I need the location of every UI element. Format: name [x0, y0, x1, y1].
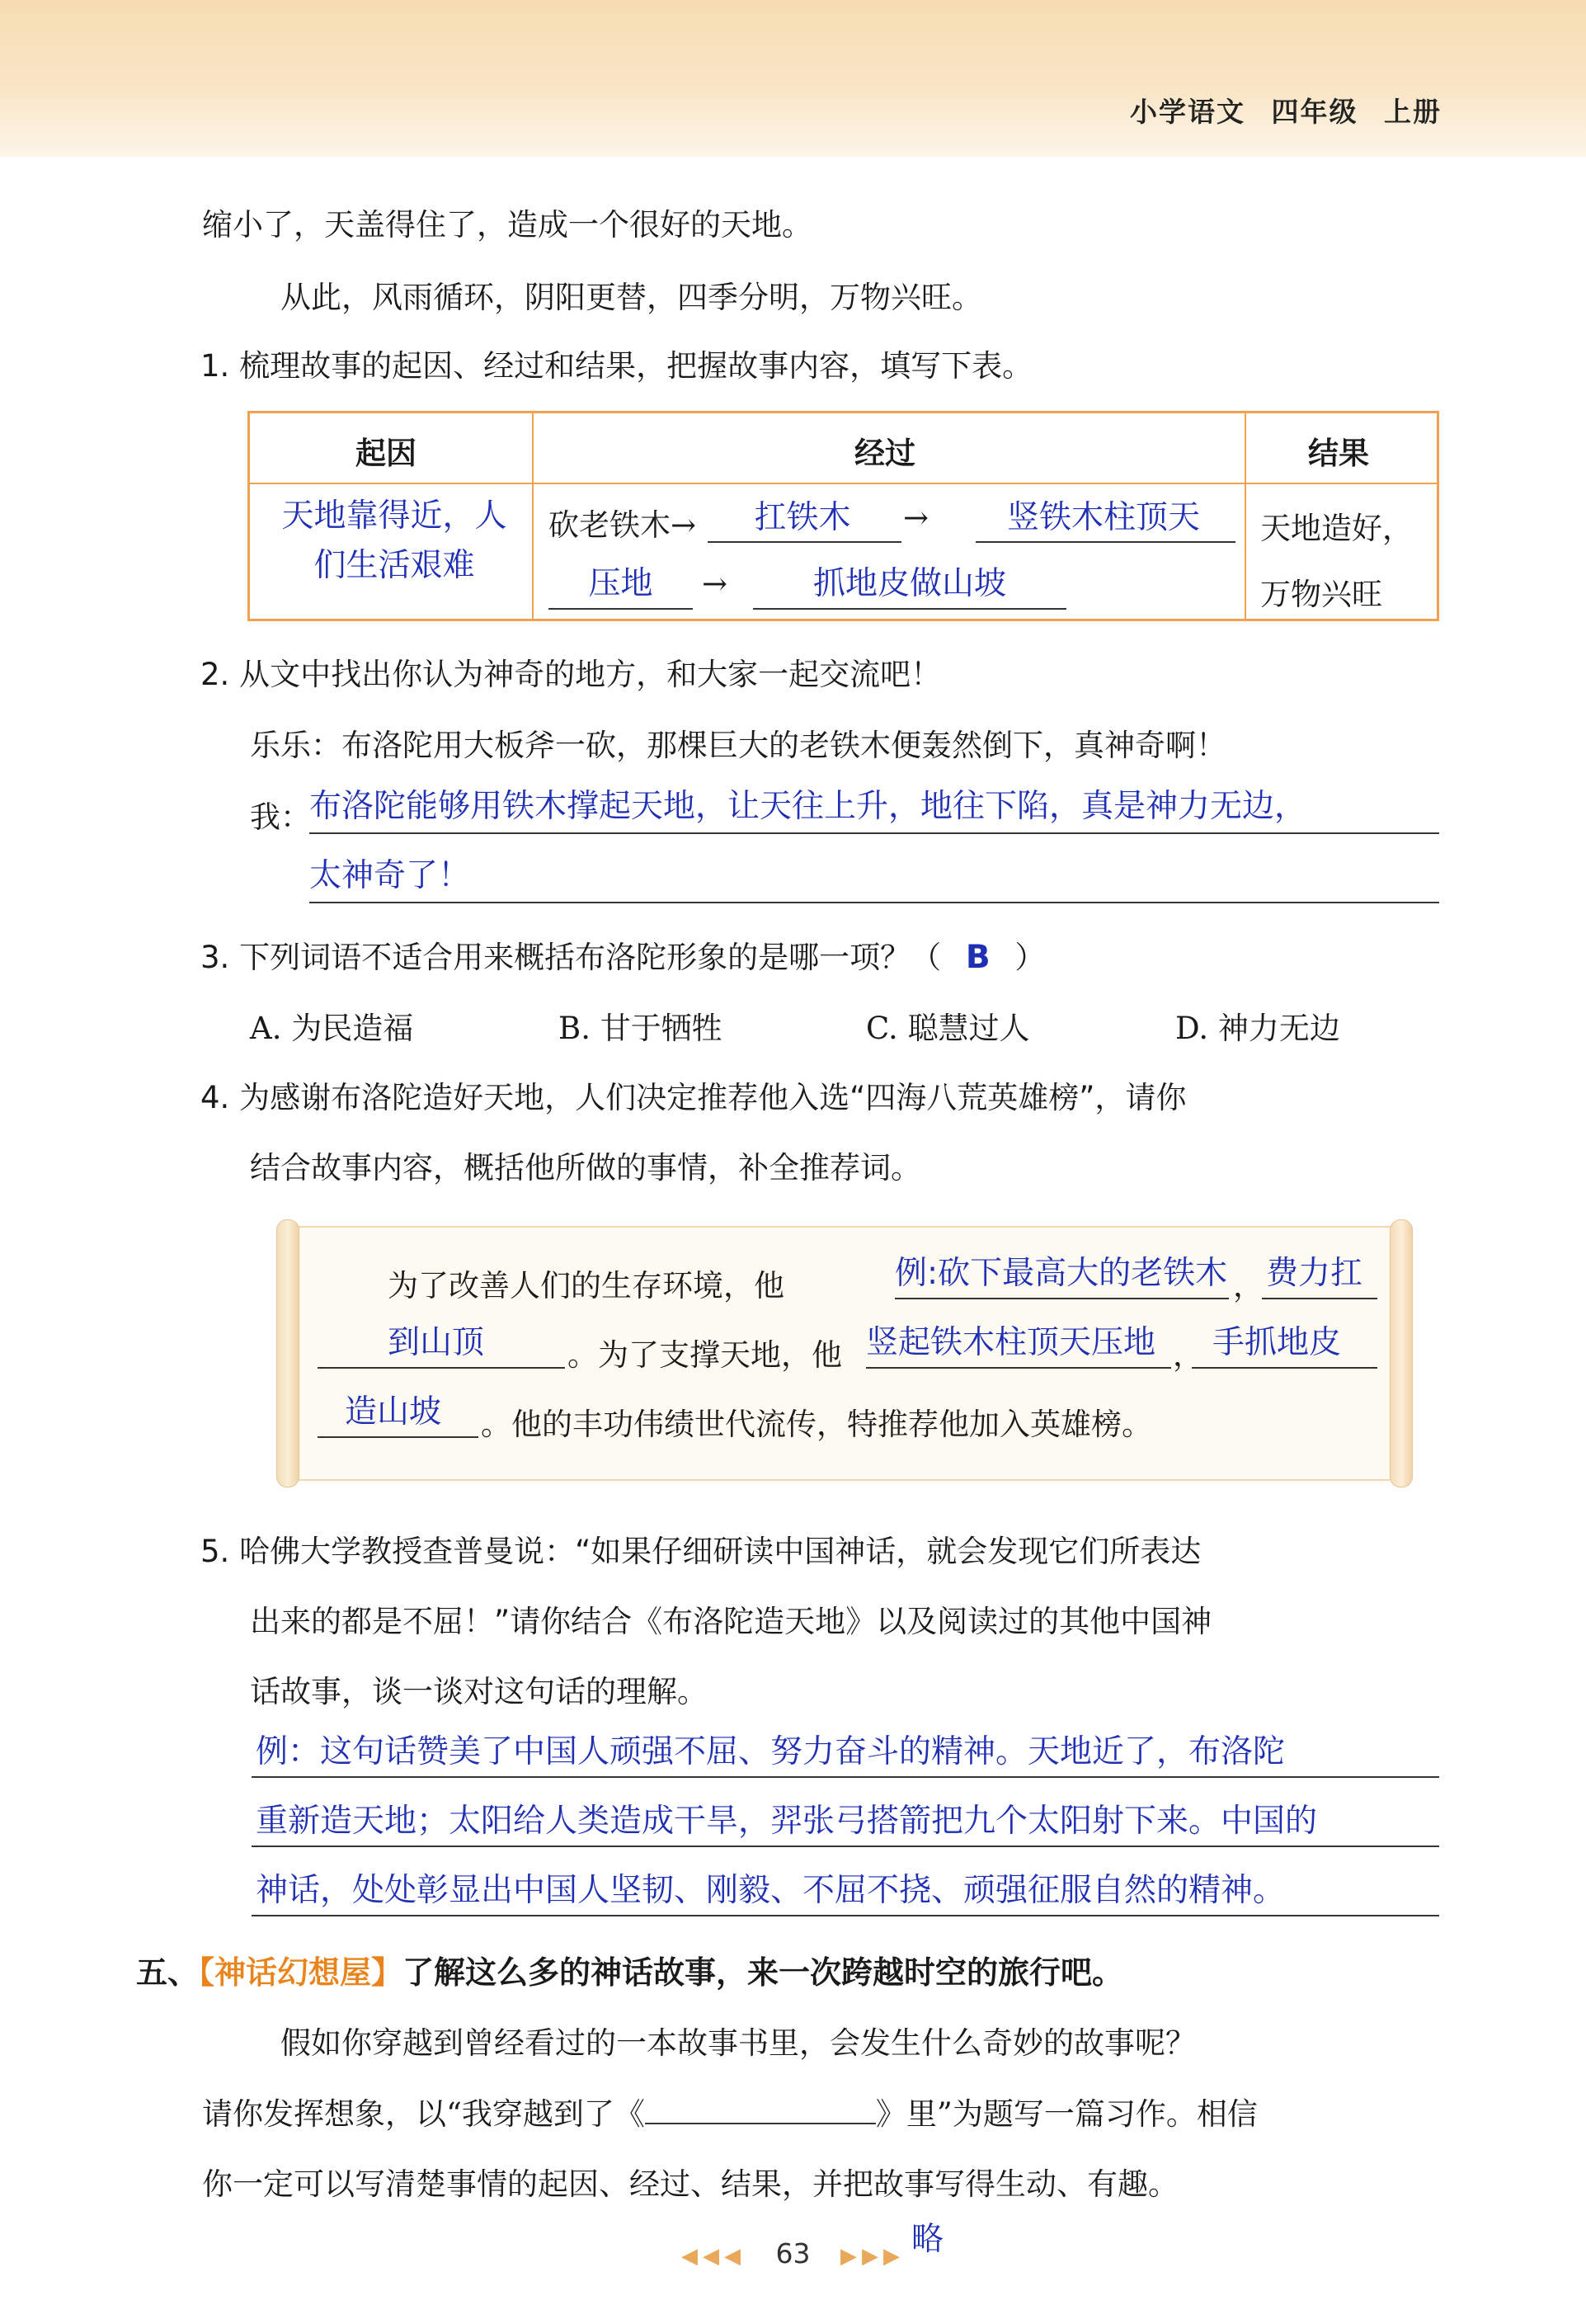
process-answer-4: 抓地皮做山坡 [812, 565, 1006, 602]
header-band [0, 0, 1586, 157]
page-footer [0, 2237, 1586, 2270]
q2-answer-line-2: 太神奇了！ [309, 857, 471, 894]
process-answer-1: 扛铁木 [754, 499, 851, 536]
q5-prompt-1 [200, 1526, 1201, 1571]
q1-prompt [200, 341, 1033, 385]
q3-answer: B [965, 939, 991, 976]
q3-text-before: 下列词语不适合用来概括布洛陀形象的是哪一项？（ [239, 940, 942, 975]
q3-option-b: B. 甘于牺牲 [558, 1011, 722, 1046]
q3-number: 3. [200, 940, 230, 975]
q3-text-after: ） [1014, 940, 1046, 975]
section-5-title: 了解这么多的神话故事，来一次跨越时空的旅行吧。 [402, 1954, 1124, 1991]
q4-text-2: 。为了支撑天地，他 [567, 1337, 842, 1373]
section-5-para-3: 你一定可以写清楚事情的起因、经过、结果，并把故事写得生动、有趣。 [202, 2166, 1179, 2202]
process-answer-2: 竖铁木柱顶天 [1006, 499, 1200, 536]
q2-example: 乐乐：布洛陀用大板斧一砍，那棵巨大的老铁木便轰然倒下，真神奇啊！ [250, 728, 1226, 763]
page-number: 63 [775, 2237, 811, 2270]
next-arrows-icon: ▶▶▶ [840, 2244, 905, 2269]
q4-prompt-2: 结合故事内容，概括他所做的事情，补全推荐词。 [250, 1150, 921, 1186]
section-5-tag: 【神话幻想屋】 [199, 1954, 403, 1991]
q2-me-label: 我： [250, 799, 311, 835]
q5-answer-line-2: 重新造天地；太阳给人类造成干旱，羿张弓搭箭把九个太阳射下来。中国的 [256, 1803, 1318, 1840]
q2-prompt [200, 649, 941, 694]
volume-label: 上册 [1384, 96, 1442, 128]
section-5-heading [136, 1947, 1123, 1992]
q4-text-3: 。他的丰功伟绩世代流传，特推荐他加入英雄榜。 [481, 1407, 1152, 1442]
q4-answer-5: 手抓地皮 [1212, 1324, 1342, 1361]
q5-prompt-3: 话故事，谈一谈对这句话的理解。 [250, 1674, 708, 1709]
q4-text-1: 为感谢布洛陀造好天地，人们决定推荐他入选“四海八荒英雄榜”，请你 [239, 1080, 1187, 1115]
process-answer-3: 压地 [588, 565, 653, 602]
q5-text-1: 哈佛大学教授查普曼说：“如果仔细研读中国神话，就会发现它们所表达 [239, 1534, 1202, 1569]
q2-text: 从文中找出你认为神奇的地方，和大家一起交流吧！ [239, 657, 942, 692]
scroll-rod-left [276, 1219, 299, 1487]
q3-option-a: A. 为民造福 [250, 1011, 414, 1046]
story-line-1: 缩小了，天盖得住了，造成一个很好的天地。 [202, 207, 812, 243]
q4-answer-4: 竖起铁木柱顶天压地 [866, 1324, 1156, 1361]
q4-answer-6: 造山坡 [345, 1393, 442, 1431]
q3-option-c: C. 聪慧过人 [866, 1011, 1030, 1046]
grade-label: 四年级 [1271, 96, 1358, 128]
q1-table: 起因 经过 结果 天地靠得近，人 们生活艰难 砍老铁木→ 扛铁木 → 竖铁木柱顶天 压地 → 抓地皮做山坡 天地造好， 万物兴旺 [247, 411, 1439, 621]
scroll-rod-right [1390, 1219, 1413, 1487]
q5-answer-line-1: 例：这句话赞美了中国人顽强不屈、努力奋斗的精神。天地近了，布洛陀 [256, 1733, 1286, 1770]
q5-answer-line-3: 神话，处处彰显出中国人坚韧、刚毅、不屈不挠、顽强征服自然的精神。 [256, 1872, 1286, 1909]
cause-answer: 天地靠得近，人 们生活艰难 [281, 497, 507, 584]
q1-text: 梳理故事的起因、经过和结果，把握故事内容，填写下表。 [239, 348, 1033, 384]
q4-answer-1: 例:砍下最高大的老铁木 [895, 1255, 1228, 1292]
q3-option-d: D. 神力无边 [1175, 1011, 1340, 1046]
q4-prompt-1 [200, 1072, 1186, 1117]
header-cause: 起因 [355, 436, 417, 471]
q1-number: 1. [200, 348, 230, 384]
section-5-para-1: 假如你穿越到曾经看过的一本故事书里，会发生什么奇妙的故事呢？ [280, 2025, 1196, 2061]
section-5-number: 五、 [136, 1954, 200, 1991]
q5-prompt-2: 出来的都是不屈！”请你结合《布洛陀造天地》以及阅读过的其他中国神 [250, 1604, 1212, 1639]
section-5-para-2: 请你发挥想象，以“我穿越到了《 》里”为题写一篇习作。相信 [202, 2096, 1258, 2132]
header-result: 结果 [1308, 436, 1369, 471]
header-process: 经过 [854, 436, 915, 471]
book-info [1130, 91, 1442, 130]
q4-answer-2: 费力扛 [1266, 1255, 1363, 1292]
q4-answer-3: 到山顶 [388, 1324, 485, 1361]
q4-number: 4. [200, 1080, 230, 1115]
q3-prompt [200, 932, 1045, 977]
q4-text-1: 为了改善人们的生存环境，他 [388, 1268, 784, 1303]
q2-number: 2. [200, 657, 230, 692]
story-line-2: 从此，风雨循环，阴阳更替，四季分明，万物兴旺。 [280, 280, 982, 315]
result-answer: 天地造好， 万物兴旺 [1260, 511, 1413, 612]
process-given: 砍老铁木→ [548, 507, 697, 543]
title-blank[interactable] [645, 2098, 876, 2124]
subject-label: 小学语文 [1130, 96, 1245, 128]
prev-arrows-icon: ◀◀◀ [681, 2244, 746, 2269]
q5-number: 5. [200, 1534, 230, 1569]
section-5-answer: 略 [911, 2221, 944, 2258]
q2-answer-line-1: 布洛陀能够用铁木撑起天地，让天往上升，地往下陷，真是神力无边， [309, 788, 1307, 825]
